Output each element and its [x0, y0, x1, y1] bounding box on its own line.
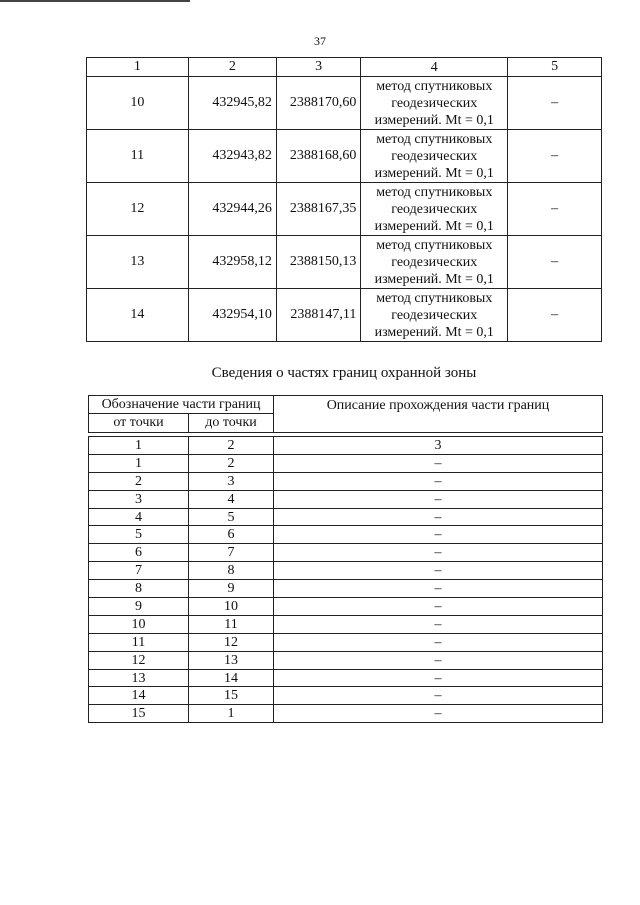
boundary-part-row — [89, 508, 603, 526]
method-line: измерений. Mt = 0,1 — [374, 218, 494, 234]
method-line: измерений. Mt = 0,1 — [374, 112, 494, 128]
part-description: – — [274, 526, 603, 544]
column-number-3: 3 — [274, 437, 603, 455]
part-description: – — [274, 615, 603, 633]
boundary-part-row — [89, 705, 603, 723]
boundary-part-row — [89, 490, 603, 508]
to-point: 1 — [189, 705, 274, 723]
method-cell — [361, 77, 508, 130]
boundary-parts-table — [88, 395, 603, 723]
col-header-5: 5 — [508, 58, 602, 77]
coordinate-x: 432945,82 — [188, 77, 276, 130]
from-point: 8 — [89, 580, 189, 598]
method-line: измерений. Mt = 0,1 — [374, 324, 494, 340]
part-description: – — [274, 490, 603, 508]
header-description: Описание прохождения части границ — [274, 396, 603, 433]
part-description: – — [274, 598, 603, 616]
method-line: измерений. Mt = 0,1 — [374, 165, 494, 181]
part-description: – — [274, 544, 603, 562]
to-point: 10 — [189, 598, 274, 616]
coordinates-row — [87, 183, 602, 236]
col-header-2: 2 — [188, 58, 276, 77]
part-description: – — [274, 651, 603, 669]
point-number: 12 — [87, 183, 189, 236]
coordinates-row — [87, 77, 602, 130]
coordinates-row — [87, 289, 602, 342]
boundary-part-row — [89, 669, 603, 687]
method-line: геодезических — [391, 95, 478, 111]
part-description: – — [274, 580, 603, 598]
page-number: 37 — [314, 34, 326, 48]
col-header-1: 1 — [87, 58, 189, 77]
from-point: 15 — [89, 705, 189, 723]
method-line: метод спутниковых — [376, 184, 493, 200]
boundary-part-row — [89, 687, 603, 705]
part-description: – — [274, 454, 603, 472]
coordinate-y: 2388150,13 — [276, 236, 361, 289]
column-5-value: – — [508, 77, 602, 130]
boundary-part-row — [89, 633, 603, 651]
from-point: 4 — [89, 508, 189, 526]
point-number: 13 — [87, 236, 189, 289]
boundary-part-row — [89, 562, 603, 580]
method-cell — [361, 236, 508, 289]
method-line: метод спутниковых — [376, 237, 493, 253]
to-point: 9 — [189, 580, 274, 598]
boundary-part-row — [89, 598, 603, 616]
coordinate-y: 2388170,60 — [276, 77, 361, 130]
boundary-part-row — [89, 580, 603, 598]
boundary-part-row — [89, 472, 603, 490]
coordinates-row — [87, 130, 602, 183]
method-line: геодезических — [391, 254, 478, 270]
col-header-3: 3 — [276, 58, 361, 77]
section-title: Сведения о частях границ охранной зоны — [211, 365, 477, 381]
method-line: метод спутниковых — [376, 78, 493, 94]
to-point: 11 — [189, 615, 274, 633]
to-point: 2 — [189, 454, 274, 472]
point-number: 11 — [87, 130, 189, 183]
from-point: 14 — [89, 687, 189, 705]
header-group: Обозначение части границ — [89, 396, 274, 414]
method-line: метод спутниковых — [376, 290, 493, 306]
to-point: 6 — [189, 526, 274, 544]
to-point: 13 — [189, 651, 274, 669]
part-description: – — [274, 562, 603, 580]
to-point: 3 — [189, 472, 274, 490]
top-rule — [0, 0, 190, 2]
coordinates-row — [87, 236, 602, 289]
column-5-value: – — [508, 183, 602, 236]
coordinate-x: 432954,10 — [188, 289, 276, 342]
coordinate-x: 432944,26 — [188, 183, 276, 236]
part-description: – — [274, 705, 603, 723]
coordinates-header-row — [87, 58, 602, 77]
boundary-part-row — [89, 615, 603, 633]
coordinate-x: 432958,12 — [188, 236, 276, 289]
from-point: 10 — [89, 615, 189, 633]
to-point: 5 — [189, 508, 274, 526]
from-point: 1 — [89, 454, 189, 472]
column-5-value: – — [508, 236, 602, 289]
from-point: 9 — [89, 598, 189, 616]
method-line: измерений. Mt = 0,1 — [374, 271, 494, 287]
column-5-value: – — [508, 130, 602, 183]
point-number: 14 — [87, 289, 189, 342]
point-number: 10 — [87, 77, 189, 130]
from-point: 2 — [89, 472, 189, 490]
to-point: 15 — [189, 687, 274, 705]
method-cell — [361, 183, 508, 236]
part-description: – — [274, 687, 603, 705]
method-cell — [361, 289, 508, 342]
method-line: геодезических — [391, 148, 478, 164]
part-description: – — [274, 508, 603, 526]
method-cell — [361, 130, 508, 183]
part-description: – — [274, 669, 603, 687]
from-point: 5 — [89, 526, 189, 544]
coordinate-y: 2388168,60 — [276, 130, 361, 183]
method-line: геодезических — [391, 307, 478, 323]
to-point: 7 — [189, 544, 274, 562]
from-point: 11 — [89, 633, 189, 651]
coordinates-body — [87, 77, 602, 342]
to-point: 14 — [189, 669, 274, 687]
boundary-part-row — [89, 526, 603, 544]
method-line: метод спутниковых — [376, 131, 493, 147]
boundary-header-row-1 — [89, 396, 603, 414]
coordinate-x: 432943,82 — [188, 130, 276, 183]
to-point: 4 — [189, 490, 274, 508]
from-point: 7 — [89, 562, 189, 580]
part-description: – — [274, 633, 603, 651]
coordinates-table — [86, 57, 602, 342]
part-description: – — [274, 472, 603, 490]
from-point: 3 — [89, 490, 189, 508]
column-5-value: – — [508, 289, 602, 342]
boundary-part-row — [89, 544, 603, 562]
method-line: геодезических — [391, 201, 478, 217]
coordinate-y: 2388147,11 — [276, 289, 361, 342]
boundary-parts-body — [89, 454, 603, 722]
to-point: 8 — [189, 562, 274, 580]
header-to-point: до точки — [189, 414, 274, 433]
from-point: 6 — [89, 544, 189, 562]
column-number-1: 1 — [89, 437, 189, 455]
col-header-4: 4 — [361, 58, 508, 77]
column-number-2: 2 — [189, 437, 274, 455]
to-point: 12 — [189, 633, 274, 651]
boundary-part-row — [89, 651, 603, 669]
boundary-part-row — [89, 454, 603, 472]
from-point: 12 — [89, 651, 189, 669]
coordinate-y: 2388167,35 — [276, 183, 361, 236]
column-number-row — [89, 437, 603, 455]
from-point: 13 — [89, 669, 189, 687]
header-from-point: от точки — [89, 414, 189, 433]
